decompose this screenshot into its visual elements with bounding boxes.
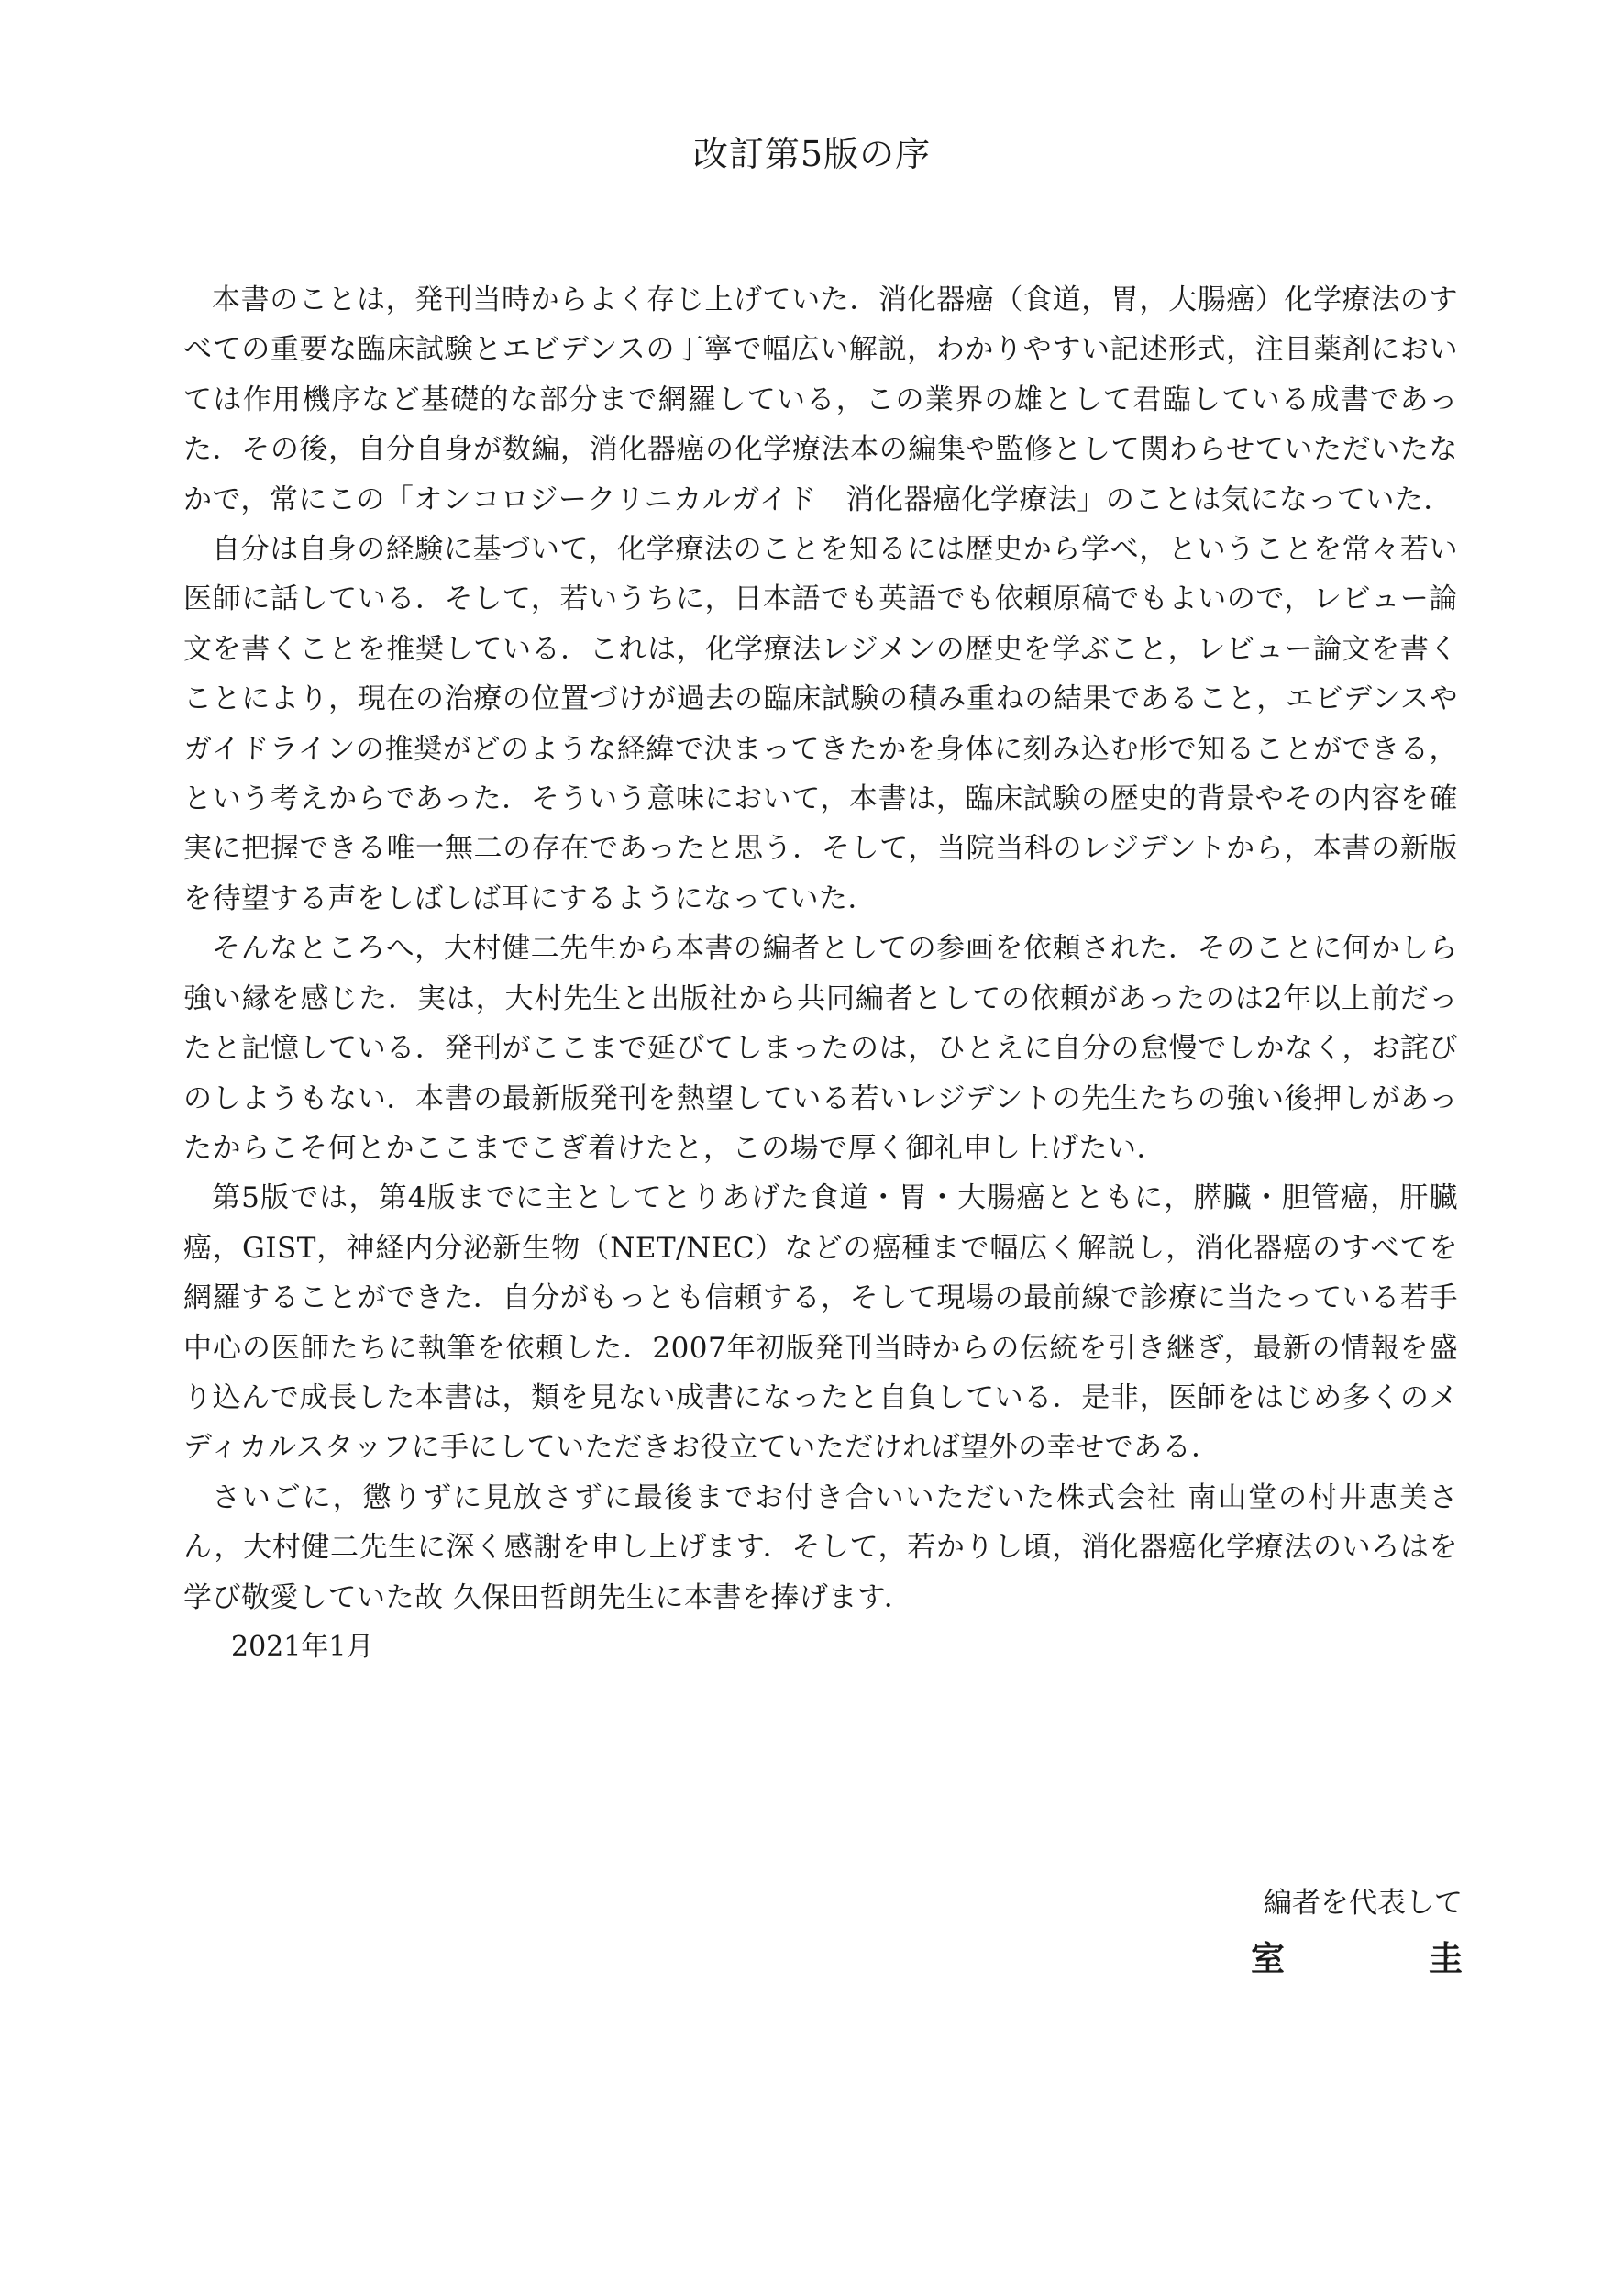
signature-name: 室 圭 xyxy=(1251,1938,1518,1978)
signature-role: 編者を代表して xyxy=(1264,1887,1463,1920)
paragraph-3: そんなところへ，大村健二先生から本書の編者としての参画を依頼された．そのことに何かしら強い縁を感じた．実は，大村先生と出版社から共同編者としての依頼があったのは2年以上前だったと記憶している．発刊がここまで延びてしまったのは，ひとえに自分の怠慢でしかなく，お詫びのしようもない．本書の最新版発刊を熱望している若いレジデントの先生たちの強い後押しがあったからこそ何とかここまでこぎ着けたと，この場で厚く御礼申し上げたい． xyxy=(183,932,1458,1165)
paragraph-1: 本書のことは，発刊当時からよく存じ上げていた．消化器癌（食道，胃，大腸癌）化学療法のすべての重要な臨床試験とエビデンスの丁寧で幅広い解説，わかりやすい記述形式，注目薬剤においては作用機序など基礎的な部分まで網羅している，この業界の雄として君臨している成書であった．その後，自分自身が数編，消化器癌の化学療法本の編集や監修として関わらせていただいたなかで，常にこの「オンコロジークリニカルガイド 消化器癌化学療法」のことは気になっていた． xyxy=(183,283,1458,516)
preface-body xyxy=(183,275,1458,1672)
paragraph-5: さいごに，懲りずに見放さずに最後までお付き合いいただいた株式会社 南山堂の村井恵美さん，大村健二先生に深く感謝を申し上げます．そして，若かりし頃，消化器癌化学療法のいろはを学び敬愛していた故 久保田哲朗先生に本書を捧げます． xyxy=(183,1480,1458,1614)
preface-date: 2021年1月 xyxy=(231,1630,374,1663)
page-title: 改訂第5版の序 xyxy=(692,134,932,174)
signature-block xyxy=(1251,1876,1518,1986)
paragraph-4: 第5版では，第4版までに主としてとりあげた食道・胃・大腸癌とともに，膵臓・胆管癌，肝臓癌，GIST，神経内分泌新生物（NET/NEC）などの癌種まで幅広く解説し，消化器癌のすべてを網羅することができた．自分がもっとも信頼する，そして現場の最前線で診療に当たっている若手中心の医師たちに執筆を依頼した．2007年初版発刊当時からの伝統を引き継ぎ，最新の情報を盛り込んで成長した本書は，類を見ない成書になったと自負している．是非，医師をはじめ多くのメディカルスタッフに手にしていただきお役立ていただければ望外の幸せである． xyxy=(183,1181,1458,1465)
paragraph-2: 自分は自身の経験に基づいて，化学療法のことを知るには歴史から学べ，ということを常々若い医師に話している．そして，若いうちに，日本語でも英語でも依頼原稿でもよいので，レビュー論文を書くことを推奨している．これは，化学療法レジメンの歴史を学ぶこと，レビュー論文を書くことにより，現在の治療の位置づけが過去の臨床試験の積み重ねの結果であること，エビデンスやガイドラインの推奨がどのような経緯で決まってきたかを身体に刻み込む形で知ることができる，という考えからであった．そういう意味において，本書は，臨床試験の歴史的背景やその内容を確実に把握できる唯一無二の存在であったと思う．そして，当院当科のレジデントから，本書の新版を待望する声をしばしば耳にするようになっていた． xyxy=(183,533,1458,915)
